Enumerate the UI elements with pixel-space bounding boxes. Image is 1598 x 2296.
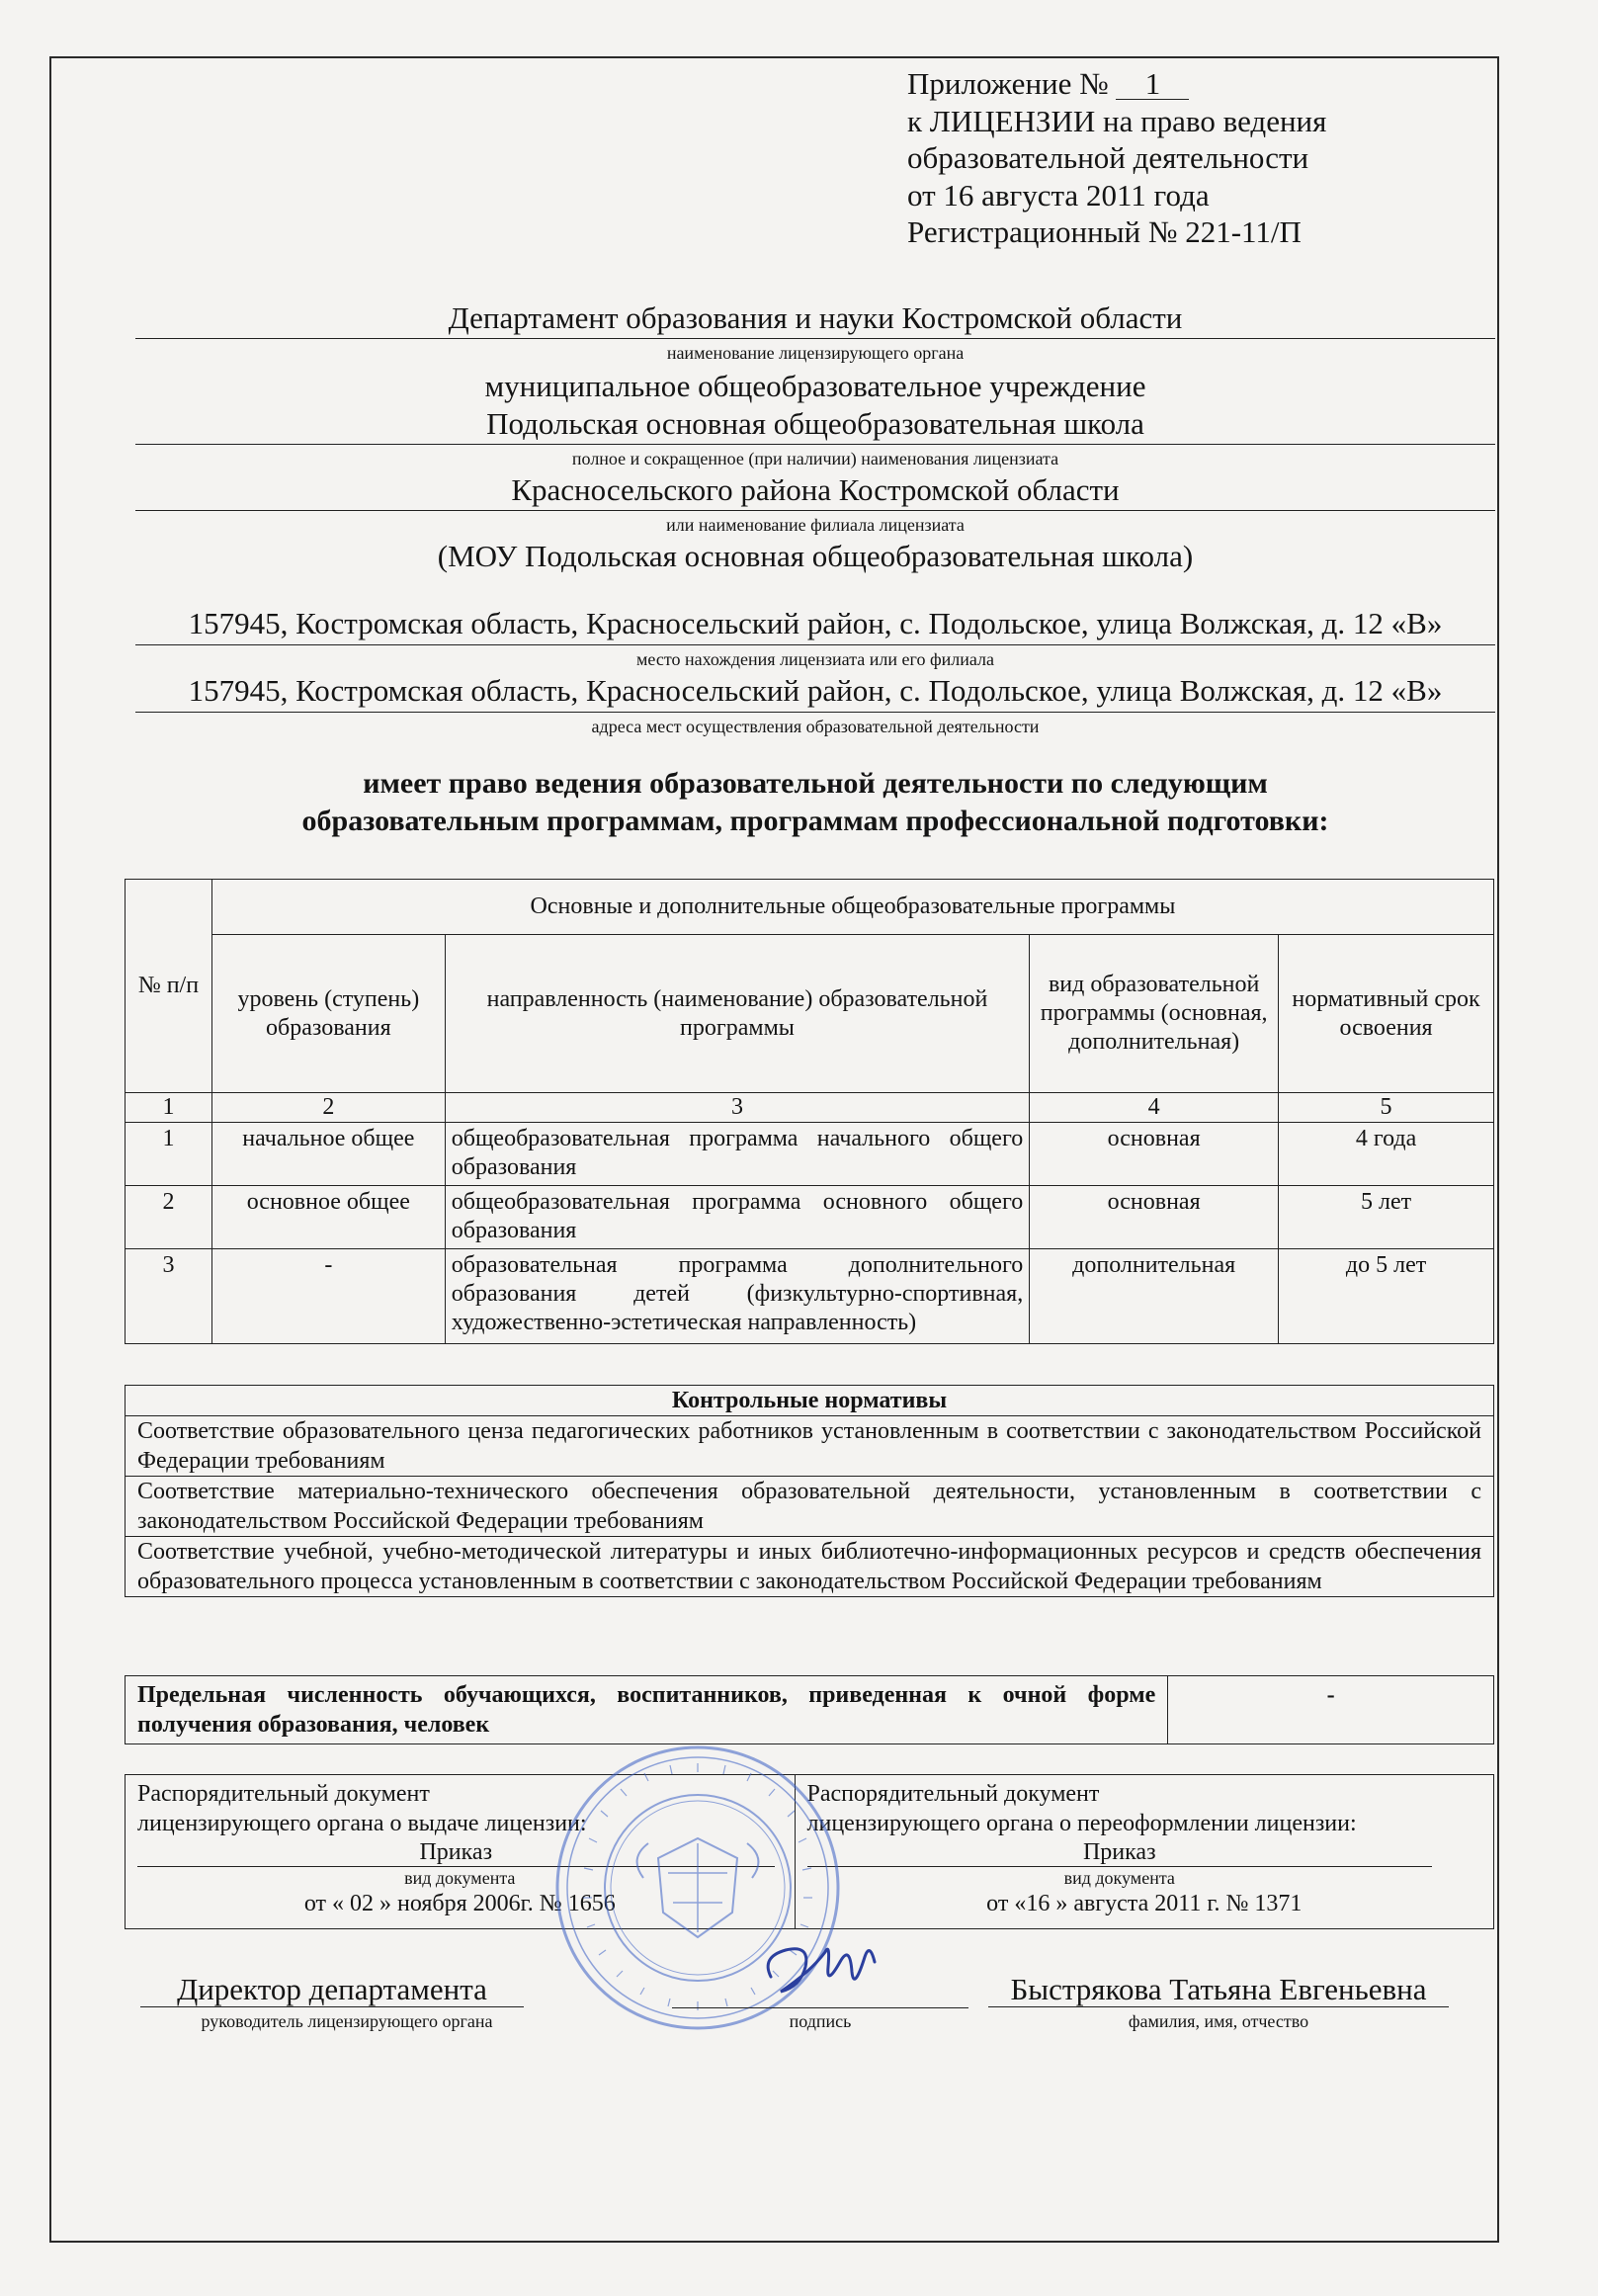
list-item (126, 1537, 1494, 1597)
director-name: Быстрякова Татьяна Евгеньевна (988, 1973, 1449, 2007)
branch-caption: или наименование филиала лицензиата (666, 515, 965, 535)
index-cell: 3 (445, 1093, 1029, 1123)
row-term: до 5 лет (1279, 1249, 1494, 1344)
col-direction-header: направленность (наименование) образовательной программы (445, 935, 1029, 1093)
row-number: 3 (126, 1249, 212, 1344)
control-norm-text: Соответствие учебной, учебно-методической литературы и иных библиотечно-информационных ресурсов и средств обеспечения образовательного процесса установленным в соответствии с законодательством Российской Федерации требованиям (126, 1537, 1494, 1597)
student-limit-value: - (1168, 1676, 1494, 1744)
rule (135, 444, 1495, 445)
location-caption: место нахождения лицензиата или его филиала (636, 649, 994, 669)
index-cell: 4 (1030, 1093, 1279, 1123)
licensee-line-3: Красносельского района Костромской области (511, 472, 1120, 507)
rights-heading-line-1: имеет право ведения образовательной деятельности по следующим (363, 767, 1268, 800)
issue-order-line-2: лицензирующего органа о выдаче лицензии: (137, 1811, 587, 1836)
rule (135, 644, 1495, 645)
director-position-caption: руководитель лицензирующего органа (201, 2011, 493, 2031)
programs-table (125, 879, 1494, 1344)
rule (135, 712, 1495, 713)
row-direction: образовательная программа дополнительного образования детей (физкультурно-спортивная, художественно-эстетическая направленность) (445, 1249, 1029, 1344)
row-level: начальное общее (211, 1123, 445, 1186)
director-name-caption: фамилия, имя, отчество (1128, 2011, 1309, 2031)
activity-address: 157945, Костромская область, Красносельский район, с. Подольское, улица Волжская, д. 12 «В» (188, 673, 1443, 708)
reissue-order-type: Приказ (807, 1838, 1432, 1867)
row-kind: основная (1030, 1186, 1279, 1249)
appendix-block (907, 65, 1326, 251)
index-row (126, 1093, 1494, 1123)
reissue-order-line-1: Распорядительный документ (806, 1781, 1100, 1807)
appendix-prefix: Приложение № (907, 66, 1109, 101)
appendix-line-3: образовательной деятельности (907, 140, 1309, 175)
appendix-number: 1 (1116, 69, 1189, 100)
control-norm-text: Соответствие образовательного ценза педагогических работников установленным в соответствии с законодательством Российской Федерации требованиям (126, 1416, 1494, 1477)
table-row (126, 1123, 1494, 1186)
row-level: - (211, 1249, 445, 1344)
rule (135, 338, 1495, 339)
licensee-caption: полное и сокращенное (при наличии) наименования лицензиата (571, 449, 1059, 468)
licensee-line-2: Подольская основная общеобразовательная школа (486, 406, 1144, 441)
list-item (126, 1477, 1494, 1537)
reissue-order-cell (795, 1775, 1493, 1929)
location-address: 157945, Костромская область, Красносельский район, с. Подольское, улица Волжская, д. 12 «В» (188, 606, 1443, 640)
authority-caption: наименование лицензирующего органа (666, 343, 965, 363)
control-norm-text: Соответствие материально-технического обеспечения образовательной деятельности, установленным в соответствии с законодательством Российской Федерации требованиям (126, 1477, 1494, 1537)
row-number: 2 (126, 1186, 212, 1249)
row-direction: общеобразовательная программа основного общего образования (445, 1186, 1029, 1249)
control-norms-table (125, 1385, 1494, 1597)
programs-group-header: Основные и дополнительные общеобразовательные программы (211, 880, 1493, 935)
control-norms-title-row (126, 1386, 1494, 1416)
licensing-authority: Департамент образования и науки Костромской области (448, 300, 1183, 335)
reissue-order-type-caption: вид документа (1063, 1868, 1175, 1888)
rights-heading-line-2: образовательным программам, программам профессиональной подготовки: (301, 805, 1329, 837)
reissue-order-date: от «16 » августа 2011 г. № 1371 (986, 1891, 1303, 1916)
col-kind-header: вид образовательной программы (основная, дополнительная) (1030, 935, 1279, 1093)
issue-order-type-caption: вид документа (404, 1868, 516, 1888)
student-limit-label: Предельная численность обучающихся, воспитанников, приведенная к очной форме получения образования, человек (126, 1676, 1168, 1744)
row-direction: общеобразовательная программа начального общего образования (445, 1123, 1029, 1186)
student-limit-table (125, 1675, 1494, 1744)
issue-order-line-1: Распорядительный документ (137, 1781, 430, 1807)
index-cell: 5 (1279, 1093, 1494, 1123)
row-term: 5 лет (1279, 1186, 1494, 1249)
col-number-header: № п/п (126, 880, 212, 1093)
index-cell: 1 (126, 1093, 212, 1123)
reissue-order-line-2: лицензирующего органа о переоформлении лицензии: (806, 1811, 1357, 1836)
director-position: Директор департамента (140, 1973, 524, 2007)
col-term-header: нормативный срок освоения (1279, 935, 1494, 1093)
row-kind: дополнительная (1030, 1249, 1279, 1344)
activity-caption: адреса мест осуществления образовательной деятельности (591, 717, 1040, 736)
signature-line (672, 2007, 968, 2008)
short-name: (МОУ Подольская основная общеобразовательная школа) (437, 539, 1194, 573)
row-number: 1 (126, 1123, 212, 1186)
appendix-line-2: к ЛИЦЕНЗИИ на право ведения (907, 103, 1327, 138)
row-term: 4 года (1279, 1123, 1494, 1186)
licensee-line-1: муниципальное общеобразовательное учреждение (484, 369, 1146, 403)
table-row (126, 1249, 1494, 1344)
issue-order-date: от « 02 » ноября 2006г. № 1656 (303, 1891, 616, 1916)
table-row (126, 1186, 1494, 1249)
handwritten-signature (751, 1932, 889, 2006)
signature-caption: подпись (789, 2011, 852, 2031)
issue-order-type: Приказ (137, 1838, 775, 1867)
appendix-line-4: от 16 августа 2011 года (907, 177, 1210, 213)
list-item (126, 1416, 1494, 1477)
index-cell: 2 (211, 1093, 445, 1123)
row-level: основное общее (211, 1186, 445, 1249)
row-kind: основная (1030, 1123, 1279, 1186)
control-norms-title: Контрольные нормативы (126, 1386, 1494, 1416)
appendix-line-5: Регистрационный № 221-11/П (907, 214, 1302, 249)
rule (135, 510, 1495, 511)
col-level-header: уровень (ступень) образования (211, 935, 445, 1093)
